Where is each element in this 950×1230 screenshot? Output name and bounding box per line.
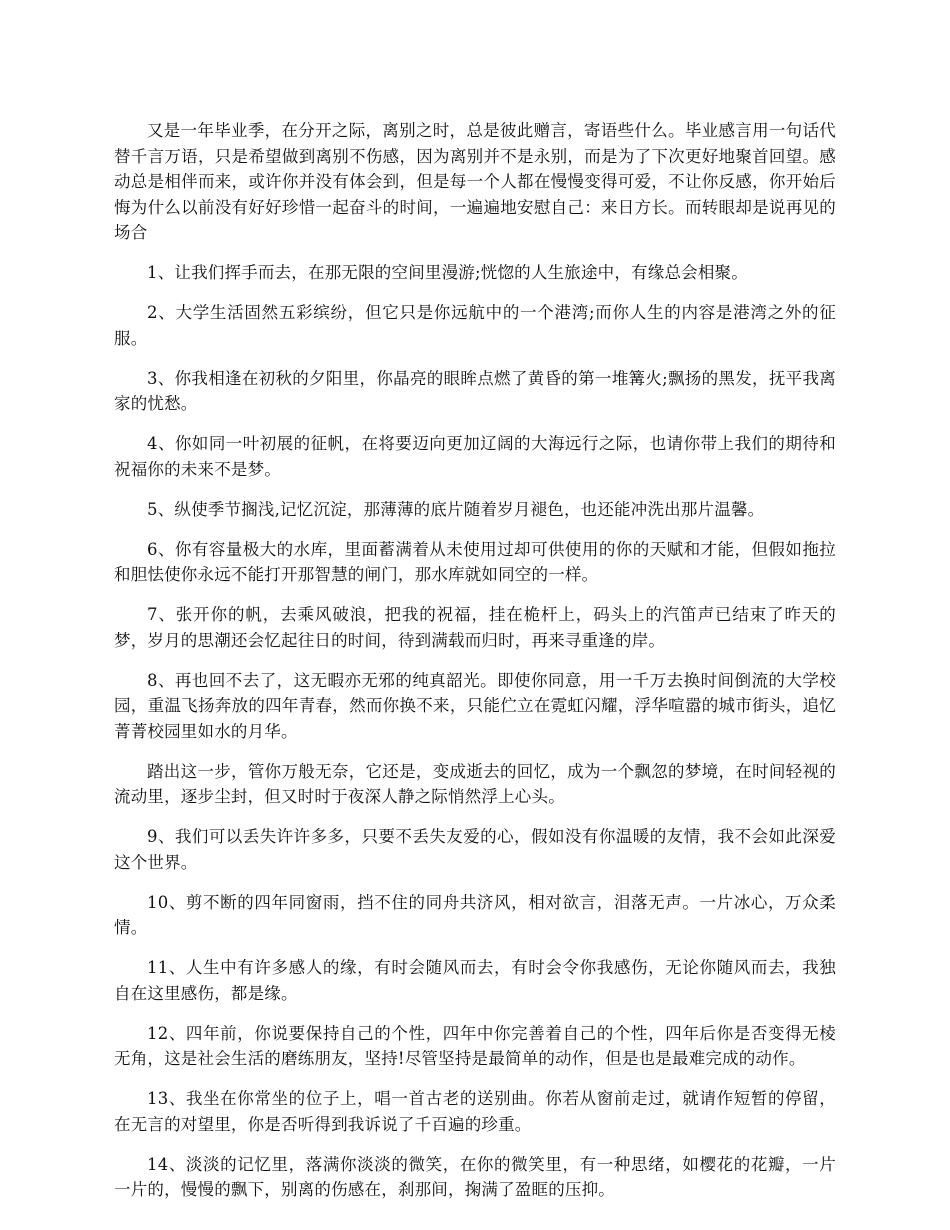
quote-paragraph-1: 1、让我们挥手而去，在那无限的空间里漫游;恍惚的人生旅途中，有缘总会相聚。 bbox=[147, 263, 748, 282]
quote-paragraph-6: 6、你有容量极大的水库，里面蓄满着从未使用过却可供使用的你的天赋和才能，但假如拖拉和胆怯使你永远不能打开那智慧的闸门，那水库就如同空的一样。 bbox=[114, 539, 836, 584]
quote-paragraph-12: 12、四年前，你说要保持自己的个性，四年中你完善着自己的个性，四年后你是否变得无棱无角，这是社会生活的磨练朋友，坚持!尽管坚持是最简单的动作，但是也是最难完成的动作。 bbox=[114, 1023, 836, 1068]
quote-paragraph-2: 2、大学生活固然五彩缤纷，但它只是你远航中的一个港湾;而你人生的内容是港湾之外的征服。 bbox=[114, 303, 836, 348]
document-body bbox=[114, 118, 836, 1217]
quote-paragraph-4: 4、你如同一叶初展的征帆，在将要迈向更加辽阔的大海远行之际，也请你带上我们的期待和祝福你的未来不是梦。 bbox=[114, 434, 836, 479]
quote-paragraph-9: 9、我们可以丢失许许多多，只要不丢失友爱的心，假如没有你温暖的友情，我不会如此深爱这个世界。 bbox=[114, 827, 836, 872]
intro-paragraph: 又是一年毕业季，在分开之际，离别之时，总是彼此赠言，寄语些什么。毕业感言用一句话代替千言万语，只是希望做到离别不伤感，因为离别并不是永别，而是为了下次更好地聚首回望。感动总是相伴而来，或许你并没有体会到，但是每一个人都在慢慢变得可爱，不让你反感，你开始后悔为什么以前没有好好珍惜一起奋斗的时间，一遍遍地安慰自己：来日方长。而转眼却是说再见的场合 bbox=[114, 121, 836, 242]
quote-paragraph-13: 13、我坐在你常坐的位子上，唱一首古老的送别曲。你若从窗前走过，就请作短暂的停留，在无言的对望里，你是否听得到我诉说了千百遍的珍重。 bbox=[114, 1089, 836, 1134]
quote-paragraph-14: 14、淡淡的记忆里，落满你淡淡的微笑，在你的微笑里，有一种思绪，如樱花的花瓣，一片一片的，慢慢的飘下，别离的伤感在，刹那间，掬满了盈眶的压抑。 bbox=[114, 1154, 836, 1199]
quote-paragraph-5: 5、纵使季节搁浅,记忆沉淀，那薄薄的底片随着岁月褪色，也还能冲洗出那片温馨。 bbox=[147, 499, 765, 519]
quote-paragraph-7: 7、张开你的帆，去乘风破浪，把我的祝福，挂在桅杆上，码头上的汽笛声已结束了昨天的梦，岁月的思潮还会忆起往日的时间，待到满载而归时，再来寻重逢的岸。 bbox=[114, 605, 836, 650]
unnumbered-paragraph: 踏出这一步，管你万般无奈，它还是，变成逝去的回忆，成为一个飘忽的梦境，在时间轻视的流动里，逐步尘封，但又时时于夜深人静之际悄然浮上心头。 bbox=[114, 761, 836, 806]
quote-paragraph-11: 11、人生中有许多感人的缘，有时会随风而去，有时会令你我感伤，无论你随风而去，我独自在这里感伤，都是缘。 bbox=[114, 958, 836, 1003]
quote-paragraph-10: 10、剪不断的四年同窗雨，挡不住的同舟共济风，相对欲言，泪落无声。一片冰心，万众柔情。 bbox=[114, 892, 836, 937]
quote-paragraph-3: 3、你我相逢在初秋的夕阳里，你晶亮的眼眸点燃了黄昏的第一堆篝火;飘扬的黑发，抚平我离家的忧愁。 bbox=[114, 368, 836, 413]
quote-paragraph-8: 8、再也回不去了，这无暇亦无邪的纯真韶光。即使你同意，用一千万去换时间倒流的大学校园，重温飞扬奔放的四年青春，然而你换不来，只能伫立在霓虹闪耀，浮华喧嚣的城市街头，追忆菁菁校园里如水的月华。 bbox=[114, 670, 836, 741]
